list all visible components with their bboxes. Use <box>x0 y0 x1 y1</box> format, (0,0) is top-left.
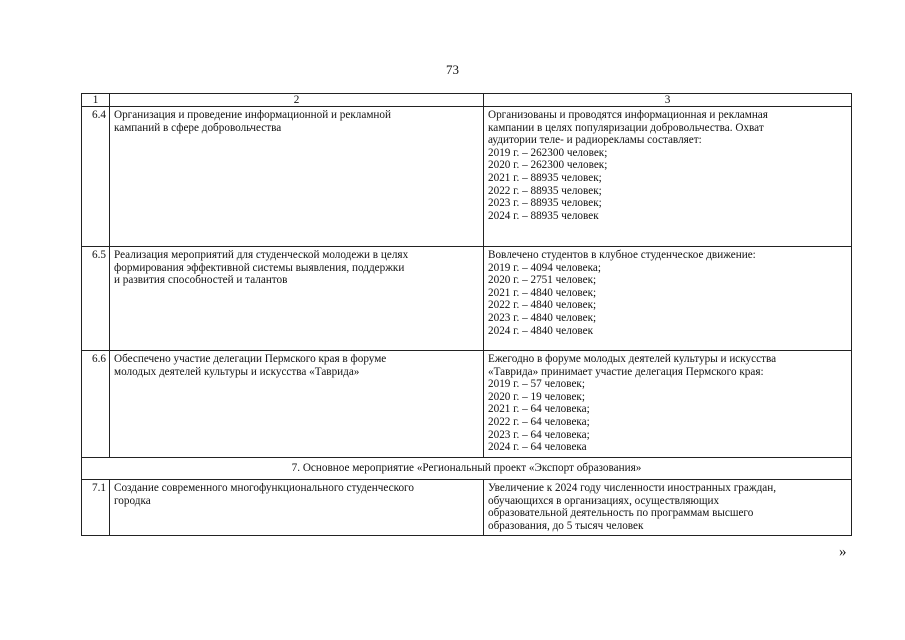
activity-line: Обеспечено участие делегации Пермского края в форуме <box>114 353 387 365</box>
table-header-row <box>82 94 852 107</box>
continuation-mark: » <box>839 544 847 560</box>
result-line: 2023 г. – 88935 человек; <box>488 197 602 210</box>
table-row <box>82 247 852 351</box>
activity-cell <box>110 247 484 351</box>
result-line: Ежегодно в форуме молодых деятелей культуры и искусства <box>488 353 777 365</box>
measures-table <box>81 93 852 536</box>
activity-cell <box>110 351 484 458</box>
result-cell <box>484 351 852 458</box>
activity-line: кампаний в сфере добровольчества <box>114 121 282 134</box>
page-number: 73 <box>446 62 459 77</box>
result-line: «Таврида» принимает участие делегация Пермского края: <box>488 365 764 378</box>
activity-line: молодых деятелей культуры и искусства «Таврида» <box>114 365 360 378</box>
header-col-3: 3 <box>484 94 852 107</box>
result-line: 2022 г. – 88935 человек; <box>488 184 602 197</box>
result-line: образовательной деятельность по программам высшего <box>488 507 754 520</box>
result-line: образования, до 5 тысяч человек <box>488 519 644 532</box>
result-line: 2021 г. – 4840 человек; <box>488 286 597 299</box>
result-line: 2020 г. – 2751 человек; <box>488 274 597 287</box>
activity-line: Реализация мероприятий для студенческой молодежи в целях <box>114 249 409 261</box>
result-cell <box>484 247 852 351</box>
result-line: 2024 г. – 88935 человек <box>488 209 599 222</box>
result-line: кампании в целях популяризации добровольчества. Охват <box>488 121 764 134</box>
result-line: 2019 г. – 4094 человека; <box>488 261 601 274</box>
activity-line: и развития способностей и талантов <box>114 274 288 287</box>
result-line: 2020 г. – 262300 человек; <box>488 159 608 172</box>
activity-line: формирования эффективной системы выявления, поддержки <box>114 261 405 274</box>
activity-line: городка <box>114 494 151 507</box>
result-line: обучающихся в организациях, осуществляющих <box>488 494 720 507</box>
result-line: 2023 г. – 64 человека; <box>488 428 590 441</box>
table-row <box>82 107 852 247</box>
result-line: 2024 г. – 64 человека <box>488 441 587 454</box>
activity-cell <box>110 107 484 247</box>
activity-line: Организация и проведение информационной и рекламной <box>114 109 391 121</box>
header-col-2: 2 <box>110 94 484 107</box>
result-line: 2023 г. – 4840 человек; <box>488 311 597 324</box>
result-line: Увеличение к 2024 году численности иностранных граждан, <box>488 482 777 494</box>
row-number: 6.4 <box>82 107 110 247</box>
result-line: 2022 г. – 64 человека; <box>488 415 590 428</box>
result-cell <box>484 480 852 536</box>
result-line: Организованы и проводятся информационная и рекламная <box>488 109 768 121</box>
row-number: 6.6 <box>82 351 110 458</box>
section-heading-row <box>82 458 852 480</box>
result-line: 2021 г. – 88935 человек; <box>488 171 602 184</box>
row-number: 7.1 <box>82 480 110 536</box>
result-cell <box>484 107 852 247</box>
header-col-1: 1 <box>82 94 110 107</box>
result-line: 2024 г. – 4840 человек <box>488 324 594 337</box>
table-row <box>82 351 852 458</box>
result-line: 2022 г. – 4840 человек; <box>488 299 597 312</box>
result-line: 2020 г. – 19 человек; <box>488 390 585 403</box>
result-line: Вовлечено студентов в клубное студенческое движение: <box>488 249 756 261</box>
result-line: 2019 г. – 57 человек; <box>488 378 585 391</box>
activity-line: Создание современного многофункционального студенческого <box>114 482 414 494</box>
section-heading: 7. Основное мероприятие «Региональный проект «Экспорт образования» <box>82 458 852 480</box>
result-line: 2019 г. – 262300 человек; <box>488 146 608 159</box>
table-row <box>82 480 852 536</box>
activity-cell <box>110 480 484 536</box>
result-line: 2021 г. – 64 человека; <box>488 403 590 416</box>
row-number: 6.5 <box>82 247 110 351</box>
result-line: аудитории теле- и радиорекламы составляет: <box>488 134 702 147</box>
